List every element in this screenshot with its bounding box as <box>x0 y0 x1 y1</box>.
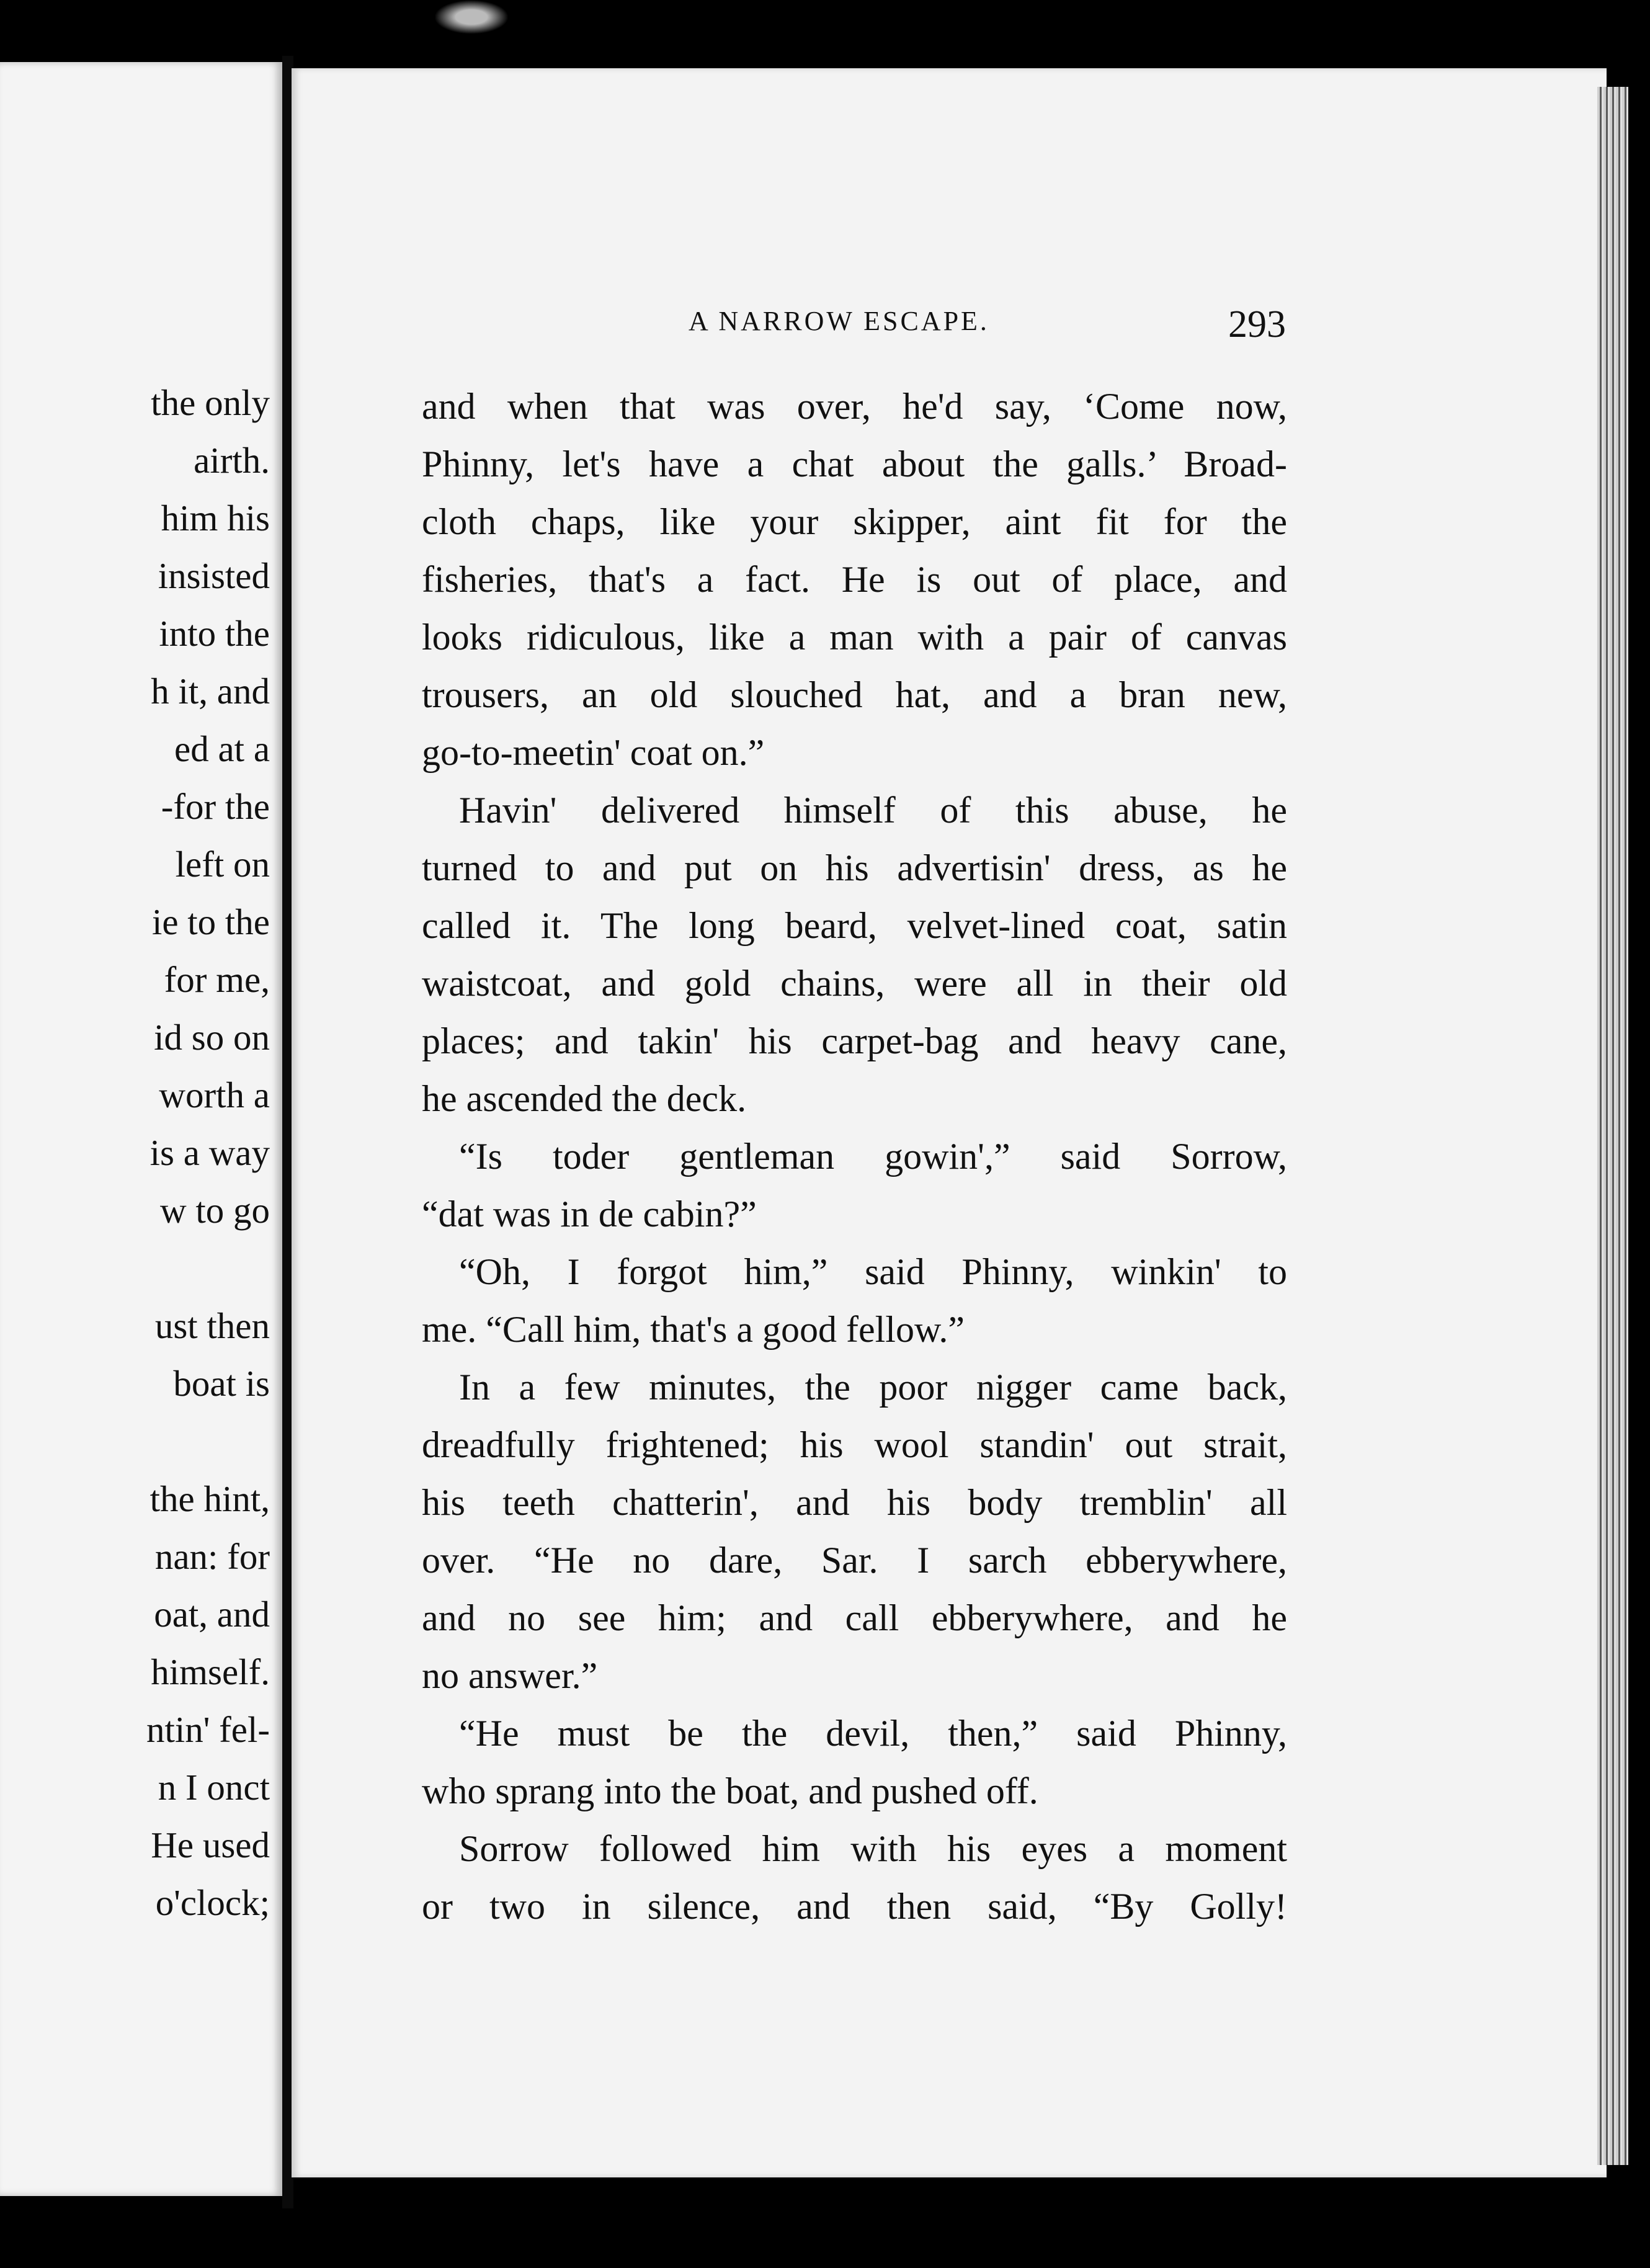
body-line: In a few minutes, the poor nigger came back, <box>459 1367 1287 1408</box>
left-line: himself. <box>151 1651 270 1692</box>
left-line: insisted <box>158 555 270 596</box>
body-line: or two in silence, and then said, “By Golly! <box>422 1886 1287 1927</box>
body-line: dreadfully frightened; his wool standin' out strait, <box>422 1424 1287 1465</box>
left-line: He used <box>151 1824 270 1865</box>
left-line: id so on <box>154 1017 270 1058</box>
left-line: the only <box>151 382 270 423</box>
left-line: h it, and <box>151 671 270 712</box>
body-line: turned to and put on his advertisin' dress, as he <box>422 847 1287 888</box>
left-line: airth. <box>194 440 270 481</box>
left-line: into the <box>159 613 270 654</box>
left-line: w to go <box>160 1190 270 1231</box>
left-line: o'clock; <box>155 1882 270 1923</box>
running-head: A NARROW ESCAPE. <box>689 306 989 336</box>
body-line: waistcoat, and gold chains, were all in their old <box>422 963 1287 1004</box>
body-line: places; and takin' his carpet-bag and heavy cane, <box>422 1020 1287 1061</box>
left-line: n I onct <box>158 1767 270 1808</box>
left-line: -for the <box>161 786 270 827</box>
body-line: fisheries, that's a fact. He is out of place, and <box>422 559 1287 600</box>
body-line: and no see him; and call ebberywhere, and he <box>422 1597 1287 1638</box>
left-line: left on <box>175 844 270 885</box>
left-line: is a way <box>149 1132 270 1173</box>
left-line: boat is <box>173 1363 270 1404</box>
left-line: ntin' fel- <box>146 1709 270 1750</box>
left-line: for me, <box>164 959 270 1000</box>
left-line: nan: for <box>154 1536 270 1577</box>
body-line: “Is toder gentleman gowin',” said Sorrow, <box>459 1136 1287 1177</box>
body-line: his teeth chatterin', and his body tremblin' all <box>422 1482 1287 1523</box>
body-line: Havin' delivered himself of this abuse, he <box>459 790 1287 831</box>
body-line: he ascended the deck. <box>422 1078 747 1119</box>
scan-smudge <box>434 0 509 34</box>
body-line: me. “Call him, that's a good fellow.” <box>422 1309 965 1350</box>
body-line: “Oh, I forgot him,” said Phinny, winkin' to <box>459 1251 1287 1292</box>
body-line: who sprang into the boat, and pushed off. <box>422 1770 1038 1811</box>
body-line: trousers, an old slouched hat, and a bran new, <box>422 674 1287 715</box>
body-line: Sorrow followed him with his eyes a moment <box>459 1828 1287 1869</box>
body-line: no answer.” <box>422 1655 598 1696</box>
left-line: ed at a <box>174 728 270 769</box>
body-line: looks ridiculous, like a man with a pair of canvas <box>422 617 1287 658</box>
body-line: called it. The long beard, velvet-lined coat, satin <box>422 905 1287 946</box>
page-edge <box>1597 87 1628 2165</box>
body-line: over. “He no dare, Sar. I sarch ebberywhere, <box>422 1540 1287 1581</box>
left-line: ust then <box>154 1305 270 1346</box>
left-page <box>0 62 282 2196</box>
body-line: “He must be the devil, then,” said Phinny, <box>459 1713 1287 1754</box>
body-line: “dat was in de cabin?” <box>422 1194 757 1234</box>
body-line: cloth chaps, like your skipper, aint fit for the <box>422 501 1287 542</box>
left-line: worth a <box>159 1074 270 1115</box>
body-line: and when that was over, he'd say, ‘Come now, <box>422 386 1287 427</box>
left-line: him his <box>161 498 270 538</box>
body-line: Phinny, let's have a chat about the galls.’ Broad- <box>422 444 1287 484</box>
body-line: go-to-meetin' coat on.” <box>422 732 765 773</box>
page-number: 293 <box>1228 303 1286 346</box>
left-line: oat, and <box>154 1594 270 1635</box>
left-line: ie to the <box>151 901 270 942</box>
left-line: the hint, <box>149 1478 270 1519</box>
